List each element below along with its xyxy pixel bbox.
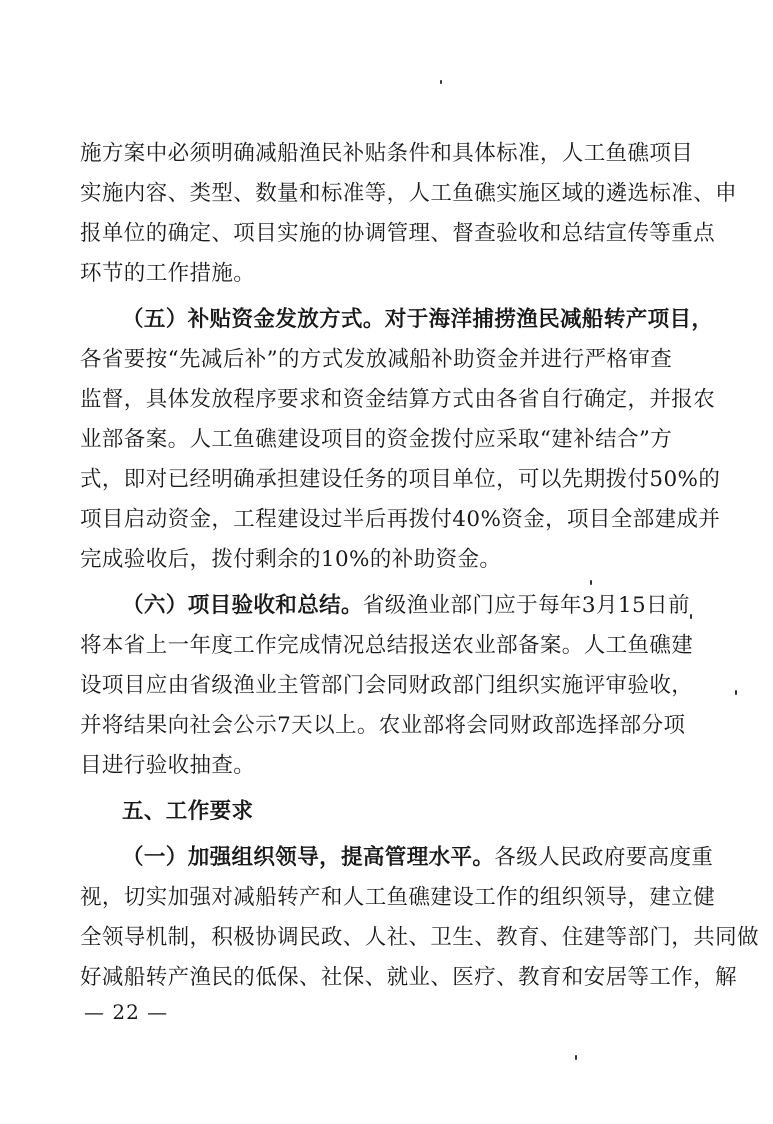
section-5-heading-line	[80, 300, 714, 340]
scan-speck	[590, 580, 592, 585]
scan-speck	[690, 614, 692, 619]
text-line: 环节的工作措施。	[80, 261, 256, 286]
text-line: 项目启动资金，工程建设过半后再拨付40%资金，项目全部建成并	[80, 507, 721, 532]
section-5-heading-tail: 对于海洋捕捞渔民减船转产项目，	[384, 307, 714, 332]
section-6-heading-line	[80, 586, 690, 626]
requirement-1-heading: （一）加强组织领导，提高管理水平。	[122, 845, 495, 870]
text-line: 实施内容、类型、数量和标准等，人工鱼礁实施区域的遴选标准、申	[80, 181, 738, 206]
scan-speck	[440, 80, 442, 84]
text-line: 视，切实加强对减船转产和人工鱼礁建设工作的组织领导，建立健	[80, 885, 716, 910]
text-line: 式，即对已经明确承担建设任务的项目单位，可以先期拨付50%的	[80, 467, 721, 492]
requirement-1-heading-tail: 各级人民政府要高度重	[494, 845, 714, 870]
text-line: 设项目应由省级渔业主管部门会同财政部门组织实施评审验收，	[80, 673, 694, 698]
text-line: 各省要按“先减后补”的方式发放减船补助资金并进行严格审查	[80, 347, 673, 372]
scan-speck	[575, 1055, 577, 1060]
text-line: 业部备案。人工鱼礁建设项目的资金拨付应采取“建补结合”方	[80, 427, 673, 452]
section-5-heading: （五）补贴资金发放方式。	[122, 307, 385, 332]
text-line: 好减船转产渔民的低保、社保、就业、医疗、教育和安居等工作，解	[80, 965, 738, 990]
scan-speck	[735, 690, 737, 695]
text-line: 目进行验收抽查。	[80, 753, 256, 778]
text-line: 全领导机制，积极协调民政、人社、卫生、教育、住建等部门，共同做	[80, 925, 759, 950]
text-line: 报单位的确定、项目实施的协调管理、督查验收和总结宣传等重点	[80, 221, 716, 246]
body-text	[80, 134, 759, 998]
text-line: 将本省上一年度工作完成情况总结报送农业部备案。人工鱼礁建	[80, 633, 694, 658]
text-line: 完成验收后，拨付剩余的10%的补助资金。	[80, 547, 502, 572]
part-5-title: 五、工作要求	[122, 799, 254, 824]
text-line: 施方案中必须明确减船渔民补贴条件和具体标准，人工鱼礁项目	[80, 141, 694, 166]
requirement-1-heading-line	[80, 838, 714, 878]
text-line: 监督，具体发放程序要求和资金结算方式由各省自行确定，并报农	[80, 387, 716, 412]
text-line: 并将结果向社会公示7天以上。农业部将会同财政部选择部分项	[80, 713, 686, 738]
page-number: — 22 —	[84, 1000, 169, 1024]
section-6-heading: （六）项目验收和总结。	[122, 593, 363, 618]
section-6-heading-tail: 省级渔业部门应于每年3月15日前	[362, 593, 690, 618]
